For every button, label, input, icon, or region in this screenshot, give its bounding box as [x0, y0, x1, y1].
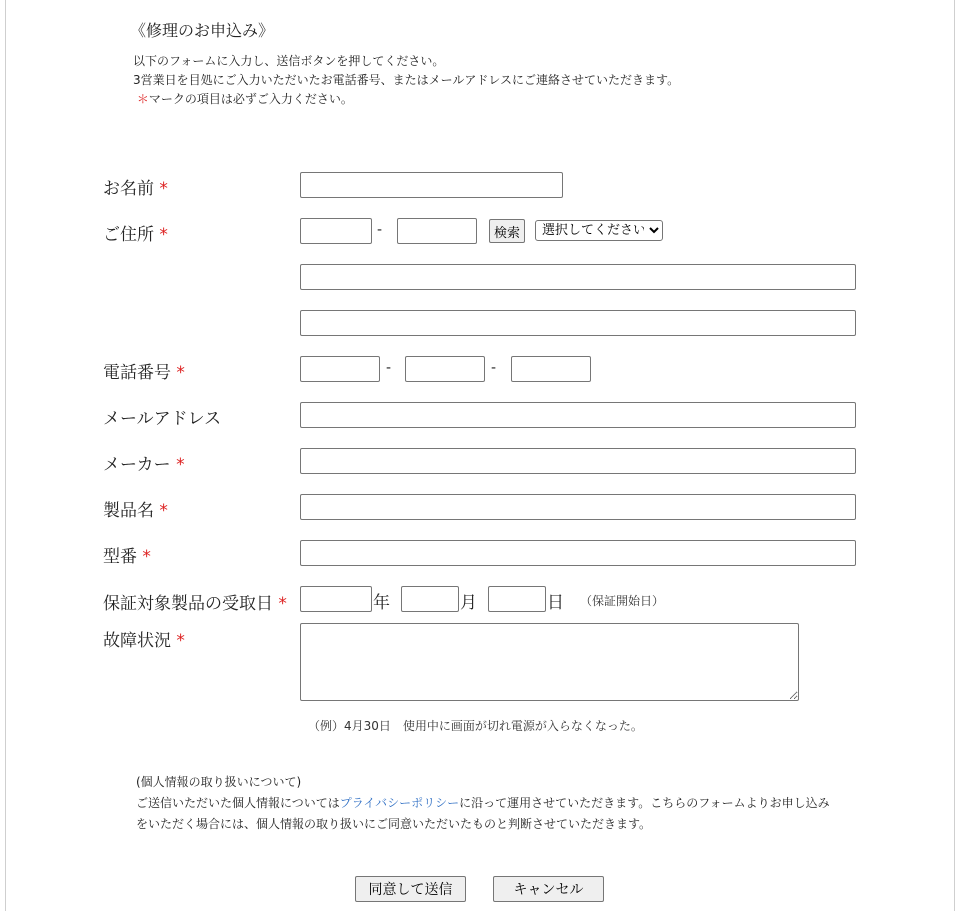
phone-label: 電話番号 *	[103, 363, 185, 383]
privacy-heading: (個人情報の取り扱いについて)	[136, 775, 302, 789]
privacy-text: ご送信いただいた個人情報についてはプライバシーポリシーに沿って運用させていただきます。こちらのフォームよりお申し込みをいただく場合には、個人情報の取り扱いにご同意いただいたものと判断させていただきます。	[136, 796, 830, 831]
prefecture-select[interactable]	[535, 220, 663, 241]
receipt-date-label: 保証対象製品の受取日 *	[103, 594, 287, 614]
maker-input[interactable]	[300, 448, 856, 474]
privacy-policy-link[interactable]: プライバシーポリシー	[339, 796, 460, 810]
repair-form-page	[5, 0, 955, 911]
receipt-day-input[interactable]	[488, 586, 546, 612]
name-label: お名前 *	[103, 179, 168, 199]
address-line-2-input[interactable]	[300, 310, 856, 336]
maker-label: メーカー *	[103, 455, 185, 475]
required-mark: *	[176, 455, 185, 475]
name-input[interactable]	[300, 172, 563, 198]
required-mark: *	[176, 363, 185, 383]
zip-search-button[interactable]: 検索	[489, 219, 525, 243]
agree-submit-button[interactable]: 同意して送信	[355, 876, 466, 902]
zip-code-first-input[interactable]	[300, 218, 372, 244]
year-unit: 年	[373, 593, 390, 613]
required-mark: *	[159, 501, 168, 521]
model-label: 型番 *	[103, 547, 151, 567]
required-mark: *	[176, 631, 185, 651]
product-label: 製品名 *	[103, 501, 168, 521]
phone-separator: -	[491, 360, 497, 376]
address-label: ご住所 *	[103, 225, 168, 245]
fault-example-note: （例）4月30日 使用中に画面が切れ電源が入らなくなった。	[308, 719, 643, 733]
phone-second-input[interactable]	[405, 356, 485, 382]
model-input[interactable]	[300, 540, 856, 566]
month-unit: 月	[460, 593, 477, 613]
cancel-button[interactable]: キャンセル	[493, 876, 604, 902]
zip-code-second-input[interactable]	[397, 218, 477, 244]
receipt-year-input[interactable]	[300, 586, 372, 612]
intro-line-1: 以下のフォームに入力し、送信ボタンを押してください。	[133, 54, 445, 68]
required-mark: *	[159, 225, 168, 245]
product-input[interactable]	[300, 494, 856, 520]
email-input[interactable]	[300, 402, 856, 428]
fault-label: 故障状況 *	[103, 631, 185, 651]
day-unit: 日	[547, 593, 564, 613]
intro-line-3: ＊マークの項目は必ずご入力ください。	[136, 92, 353, 106]
required-mark: *	[142, 547, 151, 567]
fault-description-textarea[interactable]	[300, 623, 799, 701]
intro-text	[133, 52, 679, 109]
phone-separator: -	[386, 360, 392, 376]
required-mark: *	[278, 594, 287, 614]
intro-line-2: 3営業日を目処にご入力いただいたお電話番号、またはメールアドレスにご連絡させていただきます。	[133, 73, 680, 87]
phone-first-input[interactable]	[300, 356, 380, 382]
required-mark: ＊	[136, 92, 149, 106]
page-title: 《修理のお申込み》	[130, 21, 275, 40]
zip-separator: -	[377, 222, 383, 238]
warranty-start-note: （保証開始日）	[580, 594, 665, 608]
phone-third-input[interactable]	[511, 356, 591, 382]
privacy-notice	[136, 772, 836, 835]
receipt-month-input[interactable]	[401, 586, 459, 612]
address-line-1-input[interactable]	[300, 264, 856, 290]
required-mark: *	[159, 179, 168, 199]
email-label: メールアドレス	[103, 409, 222, 429]
